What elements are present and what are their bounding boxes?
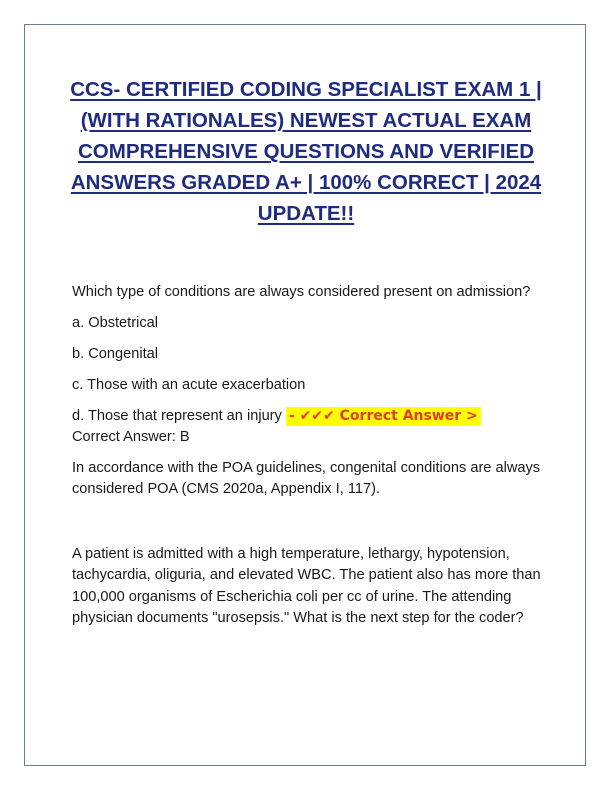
question-1-option-c: c. Those with an acute exacerbation [72, 376, 306, 393]
question-1-option-a: a. Obstetrical [72, 314, 158, 331]
question-1-option-b: b. Congenital [72, 345, 159, 362]
question-1-answer: Correct Answer: B [72, 429, 190, 445]
question-1-option-d [72, 406, 542, 428]
document-content [72, 282, 542, 639]
question-1-text: Which type of conditions are always considered present on admission? [72, 284, 531, 300]
question-1-option-d-text: d. Those that represent an injury [72, 407, 282, 424]
question-2-text: A patient is admitted with a high temperature, lethargy, hypotension, tachycardia, oliguria, and elevated WBC. The patient also has more than 100,000 organisms of Escherichia coli per cc of urine. The attending physician documents "urosepsis." What is the next step for the coder? [72, 545, 541, 626]
question-1-rationale: In accordance with the POA guidelines, congenital conditions are always considered POA (CMS 2020a, Appendix I, 117). [72, 459, 541, 497]
correct-answer-badge: - ✔✔✔ Correct Answer > [286, 407, 481, 426]
document-title: CCS- CERTIFIED CODING SPECIALIST EXAM 1 | (WITH RATIONALES) NEWEST ACTUAL EXAM COMPREHENSIVE QUESTIONS AND VERIFIED ANSWERS GRADED A+ | 100% CORRECT | 2024 UPDATE!! [70, 78, 542, 225]
